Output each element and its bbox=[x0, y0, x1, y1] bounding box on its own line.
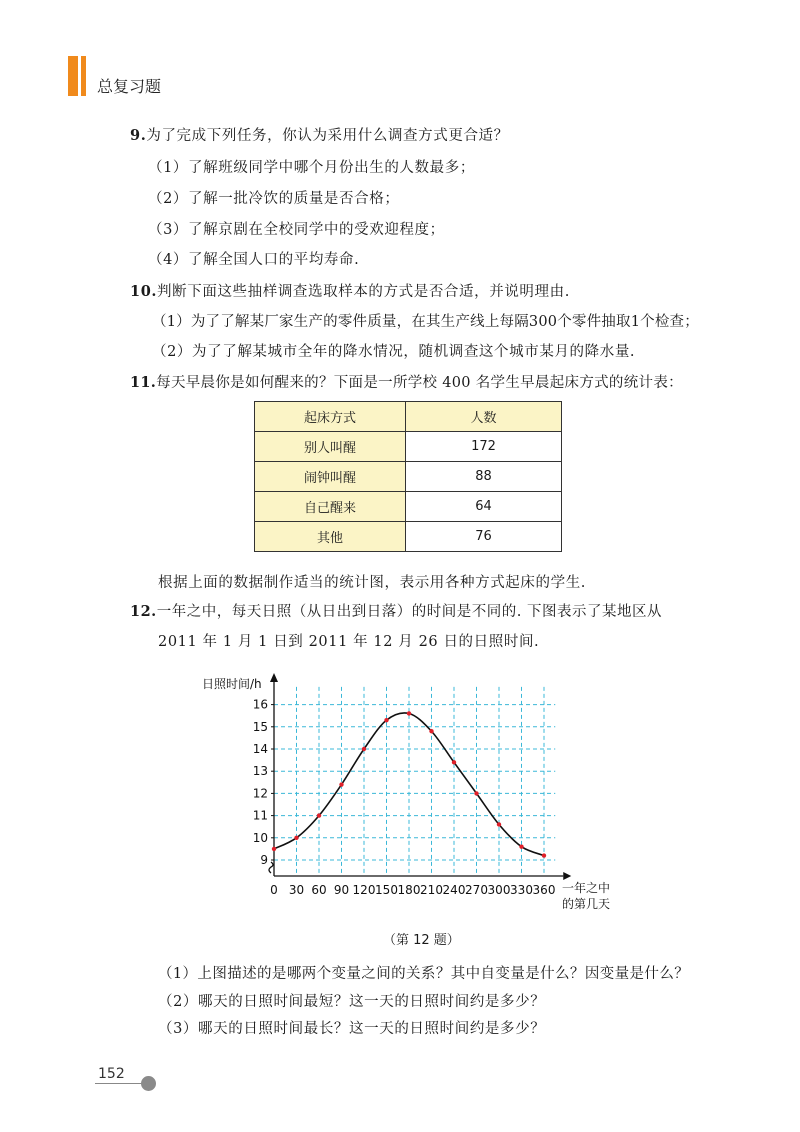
table-cell-method: 其他 bbox=[255, 522, 406, 552]
chart-data-point bbox=[407, 711, 411, 715]
chart-y-axis-label: 日照时间/h bbox=[202, 677, 262, 691]
wakeup-statistics-table bbox=[254, 401, 562, 552]
q10-number: 10. bbox=[130, 283, 158, 300]
chart-data-point bbox=[497, 822, 501, 826]
x-tick-label: 0 bbox=[270, 883, 278, 897]
q10-item-2: （2）为了了解某城市全年的降水情况，随机调查这个城市某月的降水量. bbox=[152, 344, 636, 360]
x-tick-label: 180 bbox=[397, 883, 421, 897]
y-tick-label: 12 bbox=[252, 786, 268, 801]
table-cell-method: 闹钟叫醒 bbox=[255, 462, 406, 492]
q12-stem-line1 bbox=[130, 600, 662, 621]
table-cell-count: 64 bbox=[406, 492, 562, 522]
q9-item-2: （2）了解一批冷饮的质量是否合格； bbox=[148, 191, 400, 207]
chart-y-ticks bbox=[253, 698, 274, 867]
x-tick-label: 210 bbox=[420, 883, 443, 897]
y-tick-label: 14 bbox=[252, 742, 268, 756]
chart-data-point bbox=[474, 791, 478, 795]
table-cell-count: 172 bbox=[406, 432, 562, 462]
q12-item-2: （2）哪天的日照时间最短？这一天的日照时间约是多少？ bbox=[158, 994, 546, 1010]
table-header-method: 起床方式 bbox=[255, 402, 406, 432]
x-tick-label: 150 bbox=[375, 883, 398, 897]
q11-stem: 每天早晨你是如何醒来的？下面是一所学校 400 名学生早晨起床方式的统计表： bbox=[156, 375, 683, 391]
q9-item-3: （3）了解京剧在全校同学中的受欢迎程度； bbox=[148, 222, 445, 238]
q11-followup: 根据上面的数据制作适当的统计图，表示用各种方式起床的学生. bbox=[158, 575, 587, 591]
q11-stem-line bbox=[130, 371, 683, 392]
q10-item-1: （1）为了了解某厂家生产的零件质量，在其生产线上每隔300个零件抽取1个检查； bbox=[152, 314, 699, 330]
q11-number: 11. bbox=[130, 374, 157, 391]
chart-x-axis-label-line1: 一年之中 bbox=[562, 881, 611, 895]
q10-stem-line bbox=[130, 280, 570, 301]
y-tick-label: 10 bbox=[252, 830, 268, 845]
y-axis-arrow bbox=[270, 673, 278, 682]
q9-stem: 为了完成下列任务，你认为采用什么调查方式更合适？ bbox=[146, 128, 509, 144]
header-accent-bar-thin bbox=[81, 56, 86, 96]
table-row bbox=[255, 432, 562, 462]
chart-x-axis-label-line2: 的第几天 bbox=[562, 897, 611, 911]
y-tick-label: 13 bbox=[252, 764, 268, 779]
chart-data-point bbox=[317, 813, 321, 817]
x-axis-arrow bbox=[563, 872, 571, 880]
q10-stem: 判断下面这些抽样调查选取样本的方式是否合适，并说明理由. bbox=[157, 284, 570, 300]
table-row bbox=[255, 492, 562, 522]
y-tick-label: 11 bbox=[252, 808, 268, 823]
chart-data-point bbox=[542, 853, 546, 857]
page-number-dot bbox=[141, 1076, 156, 1091]
table-row bbox=[255, 522, 562, 552]
section-title: 总复习题 bbox=[97, 77, 162, 96]
table-header-row bbox=[255, 402, 562, 432]
x-tick-label: 30 bbox=[288, 883, 305, 897]
chart-data-point bbox=[452, 760, 456, 764]
chart-data-point bbox=[384, 718, 388, 722]
daylight-chart bbox=[190, 668, 630, 928]
q12-number: 12. bbox=[130, 603, 157, 620]
table-cell-count: 76 bbox=[406, 522, 562, 552]
q9-item-4: （4）了解全国人口的平均寿命. bbox=[148, 252, 360, 268]
page-number-rule bbox=[95, 1083, 147, 1084]
page-number: 152 bbox=[98, 1066, 125, 1082]
q9-item-1: （1）了解班级同学中哪个月份出生的人数最多； bbox=[148, 160, 475, 176]
y-axis-break-mark bbox=[269, 862, 273, 873]
q12-stem-line2: 2011 年 1 月 1 日到 2011 年 12 月 26 日的日照时间. bbox=[158, 634, 540, 650]
x-tick-label: 240 bbox=[442, 883, 466, 897]
x-tick-label: 300 bbox=[487, 883, 511, 897]
y-tick-label: 15 bbox=[252, 719, 268, 734]
table-header-count: 人数 bbox=[406, 402, 562, 432]
y-tick-label: 16 bbox=[252, 697, 268, 712]
chart-data-point bbox=[429, 729, 433, 733]
q12-item-3: （3）哪天的日照时间最长？这一天的日照时间约是多少？ bbox=[158, 1021, 546, 1037]
q12-item-1: （1）上图描述的是哪两个变量之间的关系？其中自变量是什么？因变量是什么？ bbox=[158, 966, 690, 982]
y-tick-label: 9 bbox=[260, 853, 268, 867]
x-tick-label: 330 bbox=[510, 883, 533, 897]
x-tick-label: 120 bbox=[352, 883, 376, 897]
header-accent-bar bbox=[68, 56, 78, 96]
q9-stem-line bbox=[130, 124, 509, 145]
table-cell-method: 自己醒来 bbox=[255, 492, 406, 522]
x-tick-label: 360 bbox=[532, 883, 556, 897]
chart-data-point bbox=[294, 836, 298, 840]
chart-data-point bbox=[339, 782, 343, 786]
chart-x-ticks bbox=[270, 883, 555, 897]
q12-stem-1: 一年之中，每天日照（从日出到日落）的时间是不同的. 下图表示了某地区从 bbox=[156, 604, 662, 620]
chart-data-point bbox=[519, 844, 523, 848]
q9-number: 9. bbox=[130, 127, 147, 144]
x-tick-label: 60 bbox=[311, 883, 327, 897]
table-cell-count: 88 bbox=[406, 462, 562, 492]
x-tick-label: 90 bbox=[333, 883, 350, 897]
chart-data-point bbox=[272, 847, 276, 851]
chart-caption: （第 12 题） bbox=[383, 933, 460, 948]
chart-data-point bbox=[362, 747, 366, 751]
table-cell-method: 别人叫醒 bbox=[255, 432, 406, 462]
x-tick-label: 270 bbox=[465, 883, 488, 897]
table-row bbox=[255, 462, 562, 492]
